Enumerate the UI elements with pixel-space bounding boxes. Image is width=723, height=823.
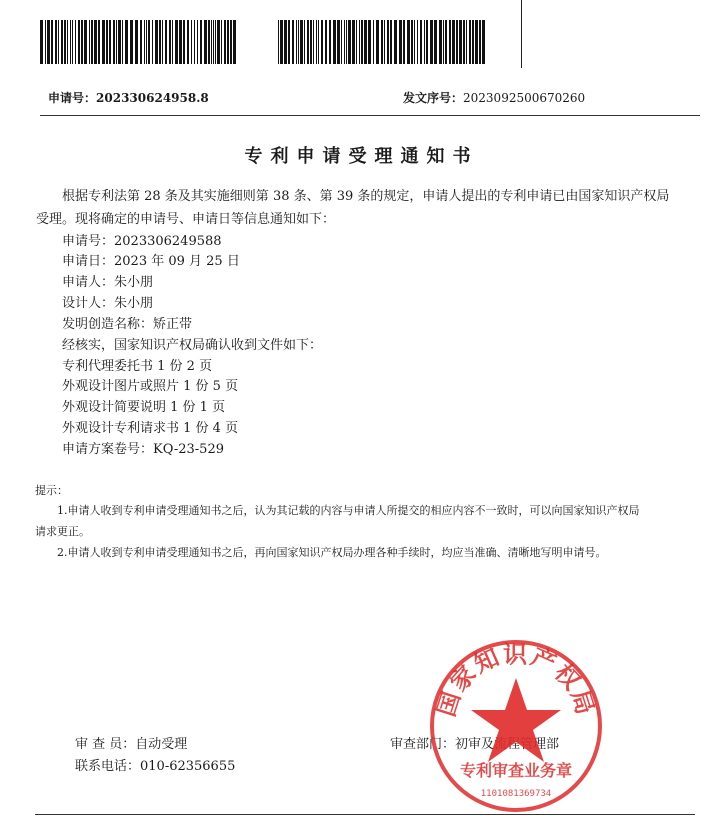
barcode-bar: [359, 20, 360, 64]
barcode-bar: [152, 20, 153, 64]
barcode-bar: [200, 20, 202, 64]
barcode-bar: [426, 20, 428, 64]
barcode-bar: [172, 20, 173, 64]
barcode-bar: [449, 20, 451, 64]
barcode-bar: [230, 20, 232, 64]
barcode-bar: [373, 20, 374, 64]
document-sequence-label: 发文序号：: [403, 91, 464, 105]
barcode-bar: [296, 20, 297, 64]
barcode-bar: [420, 20, 422, 64]
barcode-bar: [98, 20, 100, 64]
barcode-bar: [407, 20, 410, 64]
barcode-bar: [55, 20, 57, 64]
barcode-bar: [394, 20, 397, 64]
barcode-bar: [278, 20, 279, 64]
barcode-bar: [443, 20, 444, 64]
barcode-bar: [67, 20, 68, 64]
application-number: [48, 89, 209, 106]
barcode-bar: [348, 20, 351, 64]
barcode-bar: [341, 20, 342, 64]
barcode-bar: [58, 20, 59, 64]
seal-arc-text: 国家知识产权局: [431, 639, 601, 720]
barcode-bar: [430, 20, 433, 64]
barcode-bar: [72, 20, 73, 64]
barcode-bar: [482, 20, 485, 64]
barcode-bar: [472, 20, 474, 64]
barcode-bar: [61, 20, 63, 64]
barcode-bar: [45, 20, 46, 64]
barcode-bar: [94, 20, 97, 64]
header-divider-vertical: [521, 0, 522, 68]
barcode-bar: [321, 20, 323, 64]
barcode-bar: [208, 20, 210, 64]
barcode-bar: [165, 20, 167, 64]
barcode-bar: [91, 20, 93, 64]
item-application-number: 申请号：2023306249588: [62, 234, 222, 249]
barcode-bar: [456, 20, 458, 64]
barcode-bar: [191, 20, 192, 64]
barcode-bar: [361, 20, 363, 64]
barcode-bar: [337, 20, 340, 64]
barcode-bar: [197, 20, 198, 64]
barcode-bar: [390, 20, 392, 64]
application-number-value: 202330624958.8: [96, 91, 209, 105]
barcode-bar: [89, 20, 90, 64]
barcode-bar: [47, 20, 50, 64]
document-sequence: [403, 89, 585, 106]
item-designer: 设计人：朱小朋: [62, 296, 154, 311]
barcode-bar: [213, 20, 214, 64]
barcode-bar: [399, 20, 402, 64]
barcode-bar: [102, 20, 105, 64]
barcode-bar: [300, 20, 303, 64]
barcode-bar: [424, 20, 425, 64]
barcode-bar: [70, 20, 71, 64]
examination-department: 审查部门：初审及流程管理部: [390, 737, 560, 752]
barcode-bar: [356, 20, 357, 64]
barcode-bar: [284, 20, 287, 64]
barcode-bar: [227, 20, 229, 64]
barcode-bar: [40, 20, 43, 64]
barcode-bar: [381, 20, 383, 64]
contact-phone: 联系电话：010-62356655: [75, 759, 236, 774]
barcode-bar: [194, 20, 195, 64]
barcode-bar: [459, 20, 462, 64]
item-case-number: 申请方案卷号：KQ-23-529: [62, 442, 224, 457]
barcode-bar: [439, 20, 442, 64]
barcode-bar: [84, 20, 87, 64]
barcode-bar: [175, 20, 178, 64]
barcode-bar: [155, 20, 158, 64]
item-application-date: 申请日：2023 年 09 月 25 日: [62, 254, 240, 269]
barcode-bar: [135, 20, 138, 64]
barcode-bar: [466, 20, 467, 64]
barcode-bar: [144, 20, 145, 64]
barcode-bar: [298, 20, 299, 64]
barcode-bar: [221, 20, 222, 64]
barcode-bar: [64, 20, 66, 64]
barcode-bar: [122, 20, 123, 64]
barcode-bar: [479, 20, 481, 64]
barcode-bar: [233, 20, 236, 64]
barcode-bar: [217, 20, 220, 64]
seal-bottom-text: 专利审查业务章: [459, 761, 573, 780]
barcode-bar: [329, 20, 331, 64]
tips-heading: 提示：: [35, 484, 68, 497]
barcode-bar: [106, 20, 108, 64]
barcode-bar: [75, 20, 76, 64]
document-sequence-value: 2023092500670260: [463, 91, 586, 105]
barcode-bar: [325, 20, 327, 64]
barcode-bar: [469, 20, 471, 64]
header-rule: [40, 115, 700, 116]
barcode-bar: [318, 20, 319, 64]
barcode-bar: [146, 20, 147, 64]
barcode-bar: [364, 20, 367, 64]
barcode-bar: [292, 20, 294, 64]
barcode-bar: [352, 20, 355, 64]
barcode-bar: [417, 20, 418, 64]
barcode-bar: [313, 20, 314, 64]
barcode-bar: [403, 20, 405, 64]
barcode-bar: [434, 20, 437, 64]
barcode-bar: [288, 20, 290, 64]
barcode-bar: [280, 20, 283, 64]
barcode-bar: [159, 20, 161, 64]
barcode-bar: [113, 20, 115, 64]
item-file-3: 外观设计简要说明 1 份 1 页: [62, 400, 226, 415]
barcode-bar: [116, 20, 117, 64]
item-invention-name: 发明创造名称：矫正带: [62, 317, 193, 332]
barcode-bar: [414, 20, 415, 64]
barcode-bar: [384, 20, 385, 64]
official-seal: [426, 636, 606, 816]
barcode-bar: [162, 20, 163, 64]
barcode-bar: [224, 20, 226, 64]
barcode-bar: [51, 20, 53, 64]
barcode-bar: [118, 20, 121, 64]
intro-line-2: 受理。现将确定的申请号、申请日等信息通知如下：: [36, 212, 336, 227]
item-file-2: 外观设计图片或照片 1 份 5 页: [62, 379, 239, 394]
barcode-bar: [179, 20, 182, 64]
barcode-bar: [368, 20, 371, 64]
barcode-left: [40, 20, 240, 64]
barcode-bar: [78, 20, 80, 64]
item-verification: 经核实，国家知识产权局确认收到文件如下：: [62, 338, 323, 353]
barcode-bar: [148, 20, 150, 64]
barcode-bar: [304, 20, 305, 64]
barcode-bar: [307, 20, 309, 64]
barcode-bar: [376, 20, 379, 64]
barcode-bar: [130, 20, 133, 64]
examiner: 审 查 员：自动受理: [75, 737, 188, 752]
tip-1-line-2: 请求更正。: [35, 525, 90, 538]
barcode-right: [278, 20, 488, 64]
barcode-bar: [411, 20, 413, 64]
barcode-bar: [316, 20, 317, 64]
barcode-bar: [344, 20, 345, 64]
item-file-4: 外观设计专利请求书 1 份 4 页: [62, 421, 239, 436]
item-file-1: 专利代理委托书 1 份 2 页: [62, 359, 213, 374]
application-number-label: 申请号：: [48, 91, 97, 105]
barcode-bar: [125, 20, 128, 64]
seal-star-icon: [471, 678, 561, 762]
barcode-bar: [452, 20, 455, 64]
barcode-bar: [445, 20, 447, 64]
seal-code: 1101081369734: [480, 789, 552, 799]
barcode-bar: [183, 20, 185, 64]
intro-line-1: 根据专利法第 28 条及其实施细则第 38 条、第 39 条的规定，申请人提出的专利申请已由国家知识产权局: [62, 189, 670, 204]
tip-1-line-1: 1.申请人收到专利申请受理通知书之后，认为其记载的内容与申请人所提交的相应内容不一致时，可以向国家知识产权局: [57, 504, 640, 517]
barcode-bar: [310, 20, 312, 64]
barcode-bar: [463, 20, 465, 64]
barcode-bar: [169, 20, 171, 64]
tip-2: 2.申请人收到专利申请受理通知书之后，再向国家知识产权局办理各种手续时，均应当准确、清晰地写明申请号。: [57, 546, 607, 559]
barcode-bar: [387, 20, 389, 64]
barcode-bar: [81, 20, 83, 64]
barcode-bar: [187, 20, 189, 64]
barcode-bar: [109, 20, 111, 64]
item-applicant: 申请人：朱小朋: [62, 275, 154, 290]
barcode-bar: [333, 20, 336, 64]
barcode-bar: [346, 20, 347, 64]
barcode-bar: [140, 20, 142, 64]
barcode-bar: [211, 20, 212, 64]
barcode-bar: [215, 20, 216, 64]
barcode-bar: [204, 20, 207, 64]
barcode-bar: [475, 20, 478, 64]
page-title: 专利申请受理通知书: [244, 146, 479, 167]
